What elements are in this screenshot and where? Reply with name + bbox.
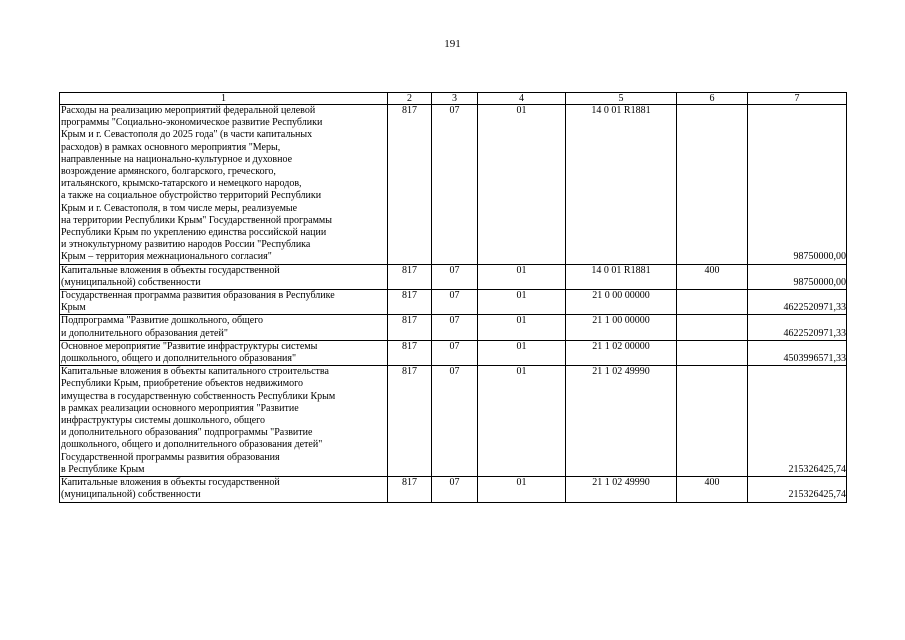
- header-cell-7: 7: [748, 93, 847, 105]
- row-col3-cell: 07: [432, 477, 478, 502]
- table-row: [60, 340, 847, 365]
- row-col6-cell: [677, 340, 748, 365]
- row-col2-cell: 817: [388, 315, 432, 340]
- row-col5-cell: 21 1 02 00000: [566, 340, 677, 365]
- row-col4-cell: 01: [478, 264, 566, 289]
- table-header-row: [60, 93, 847, 105]
- table-row: [60, 105, 847, 265]
- row-col3-cell: 07: [432, 315, 478, 340]
- row-col4-cell: 01: [478, 366, 566, 477]
- row-col4-cell: 01: [478, 315, 566, 340]
- row-amount-cell: 98750000,00: [748, 105, 847, 265]
- row-name-cell: Капитальные вложения в объекты капитального строительства Республики Крым, приобретение объектов недвижимого имущества в государственную собственность Республики Крым в рамках реализации основного мероприятия "Развитие инфраструктуры системы дошкольного, общего и дополнительного образования" подпрограммы "Развитие дошкольного, общего и дополнительного образования детей" Государственной программы развития образования в Республике Крым: [60, 366, 388, 477]
- row-name-cell: Государственная программа развития образования в Республике Крым: [60, 290, 388, 315]
- row-col3-cell: 07: [432, 366, 478, 477]
- table-row: [60, 315, 847, 340]
- row-col3-cell: 07: [432, 105, 478, 265]
- row-col6-cell: [677, 290, 748, 315]
- row-col2-cell: 817: [388, 290, 432, 315]
- header-cell-5: 5: [566, 93, 677, 105]
- row-col6-cell: 400: [677, 264, 748, 289]
- row-col4-cell: 01: [478, 290, 566, 315]
- row-col6-cell: [677, 315, 748, 340]
- row-col5-cell: 21 1 02 49990: [566, 366, 677, 477]
- budget-table: [59, 92, 847, 503]
- table-row: [60, 290, 847, 315]
- row-name-cell: Основное мероприятие "Развитие инфраструктуры системы дошкольного, общего и дополнительного образования": [60, 340, 388, 365]
- row-col6-cell: [677, 105, 748, 265]
- row-col2-cell: 817: [388, 264, 432, 289]
- row-amount-cell: 215326425,74: [748, 366, 847, 477]
- page-number: 191: [444, 38, 461, 50]
- row-amount-cell: 98750000,00: [748, 264, 847, 289]
- header-cell-4: 4: [478, 93, 566, 105]
- table-row: [60, 264, 847, 289]
- row-col5-cell: 21 0 00 00000: [566, 290, 677, 315]
- row-col2-cell: 817: [388, 477, 432, 502]
- row-col5-cell: 21 1 00 00000: [566, 315, 677, 340]
- row-col6-cell: 400: [677, 477, 748, 502]
- row-col5-cell: 21 1 02 49990: [566, 477, 677, 502]
- table-row: [60, 366, 847, 477]
- row-col2-cell: 817: [388, 340, 432, 365]
- row-name-cell: Подпрограмма "Развитие дошкольного, общего и дополнительного образования детей": [60, 315, 388, 340]
- row-amount-cell: 4622520971,33: [748, 315, 847, 340]
- table-row: [60, 477, 847, 502]
- row-col5-cell: 14 0 01 R1881: [566, 264, 677, 289]
- header-cell-3: 3: [432, 93, 478, 105]
- row-col5-cell: 14 0 01 R1881: [566, 105, 677, 265]
- row-col6-cell: [677, 366, 748, 477]
- header-cell-6: 6: [677, 93, 748, 105]
- row-name-cell: Капитальные вложения в объекты государственной (муниципальной) собственности: [60, 477, 388, 502]
- row-col3-cell: 07: [432, 264, 478, 289]
- row-col2-cell: 817: [388, 105, 432, 265]
- row-col2-cell: 817: [388, 366, 432, 477]
- row-amount-cell: 4503996571,33: [748, 340, 847, 365]
- header-cell-2: 2: [388, 93, 432, 105]
- row-col4-cell: 01: [478, 105, 566, 265]
- row-amount-cell: 4622520971,33: [748, 290, 847, 315]
- header-cell-1: 1: [60, 93, 388, 105]
- row-col3-cell: 07: [432, 290, 478, 315]
- row-col4-cell: 01: [478, 340, 566, 365]
- row-col3-cell: 07: [432, 340, 478, 365]
- row-name-cell: Расходы на реализацию мероприятий федеральной целевой программы "Социально-экономическое развитие Республики Крым и г. Севастополя до 2025 года" (в части капитальных расходов) в рамках основного мероприятия "Меры, направленные на национально-культурное и духовное возрождение армянского, болгарского, греческого, итальянского, крымско-татарского и немецкого народов, а также на социальное обустройство территорий Республики Крым и г. Севастополя, в том числе меры, реализуемые на территории Республики Крым" Государственной программы Республики Крым по укреплению единства российской нации и этнокультурному развитию народов России "Республика Крым – территория межнационального согласия": [60, 105, 388, 265]
- row-amount-cell: 215326425,74: [748, 477, 847, 502]
- row-name-cell: Капитальные вложения в объекты государственной (муниципальной) собственности: [60, 264, 388, 289]
- row-col4-cell: 01: [478, 477, 566, 502]
